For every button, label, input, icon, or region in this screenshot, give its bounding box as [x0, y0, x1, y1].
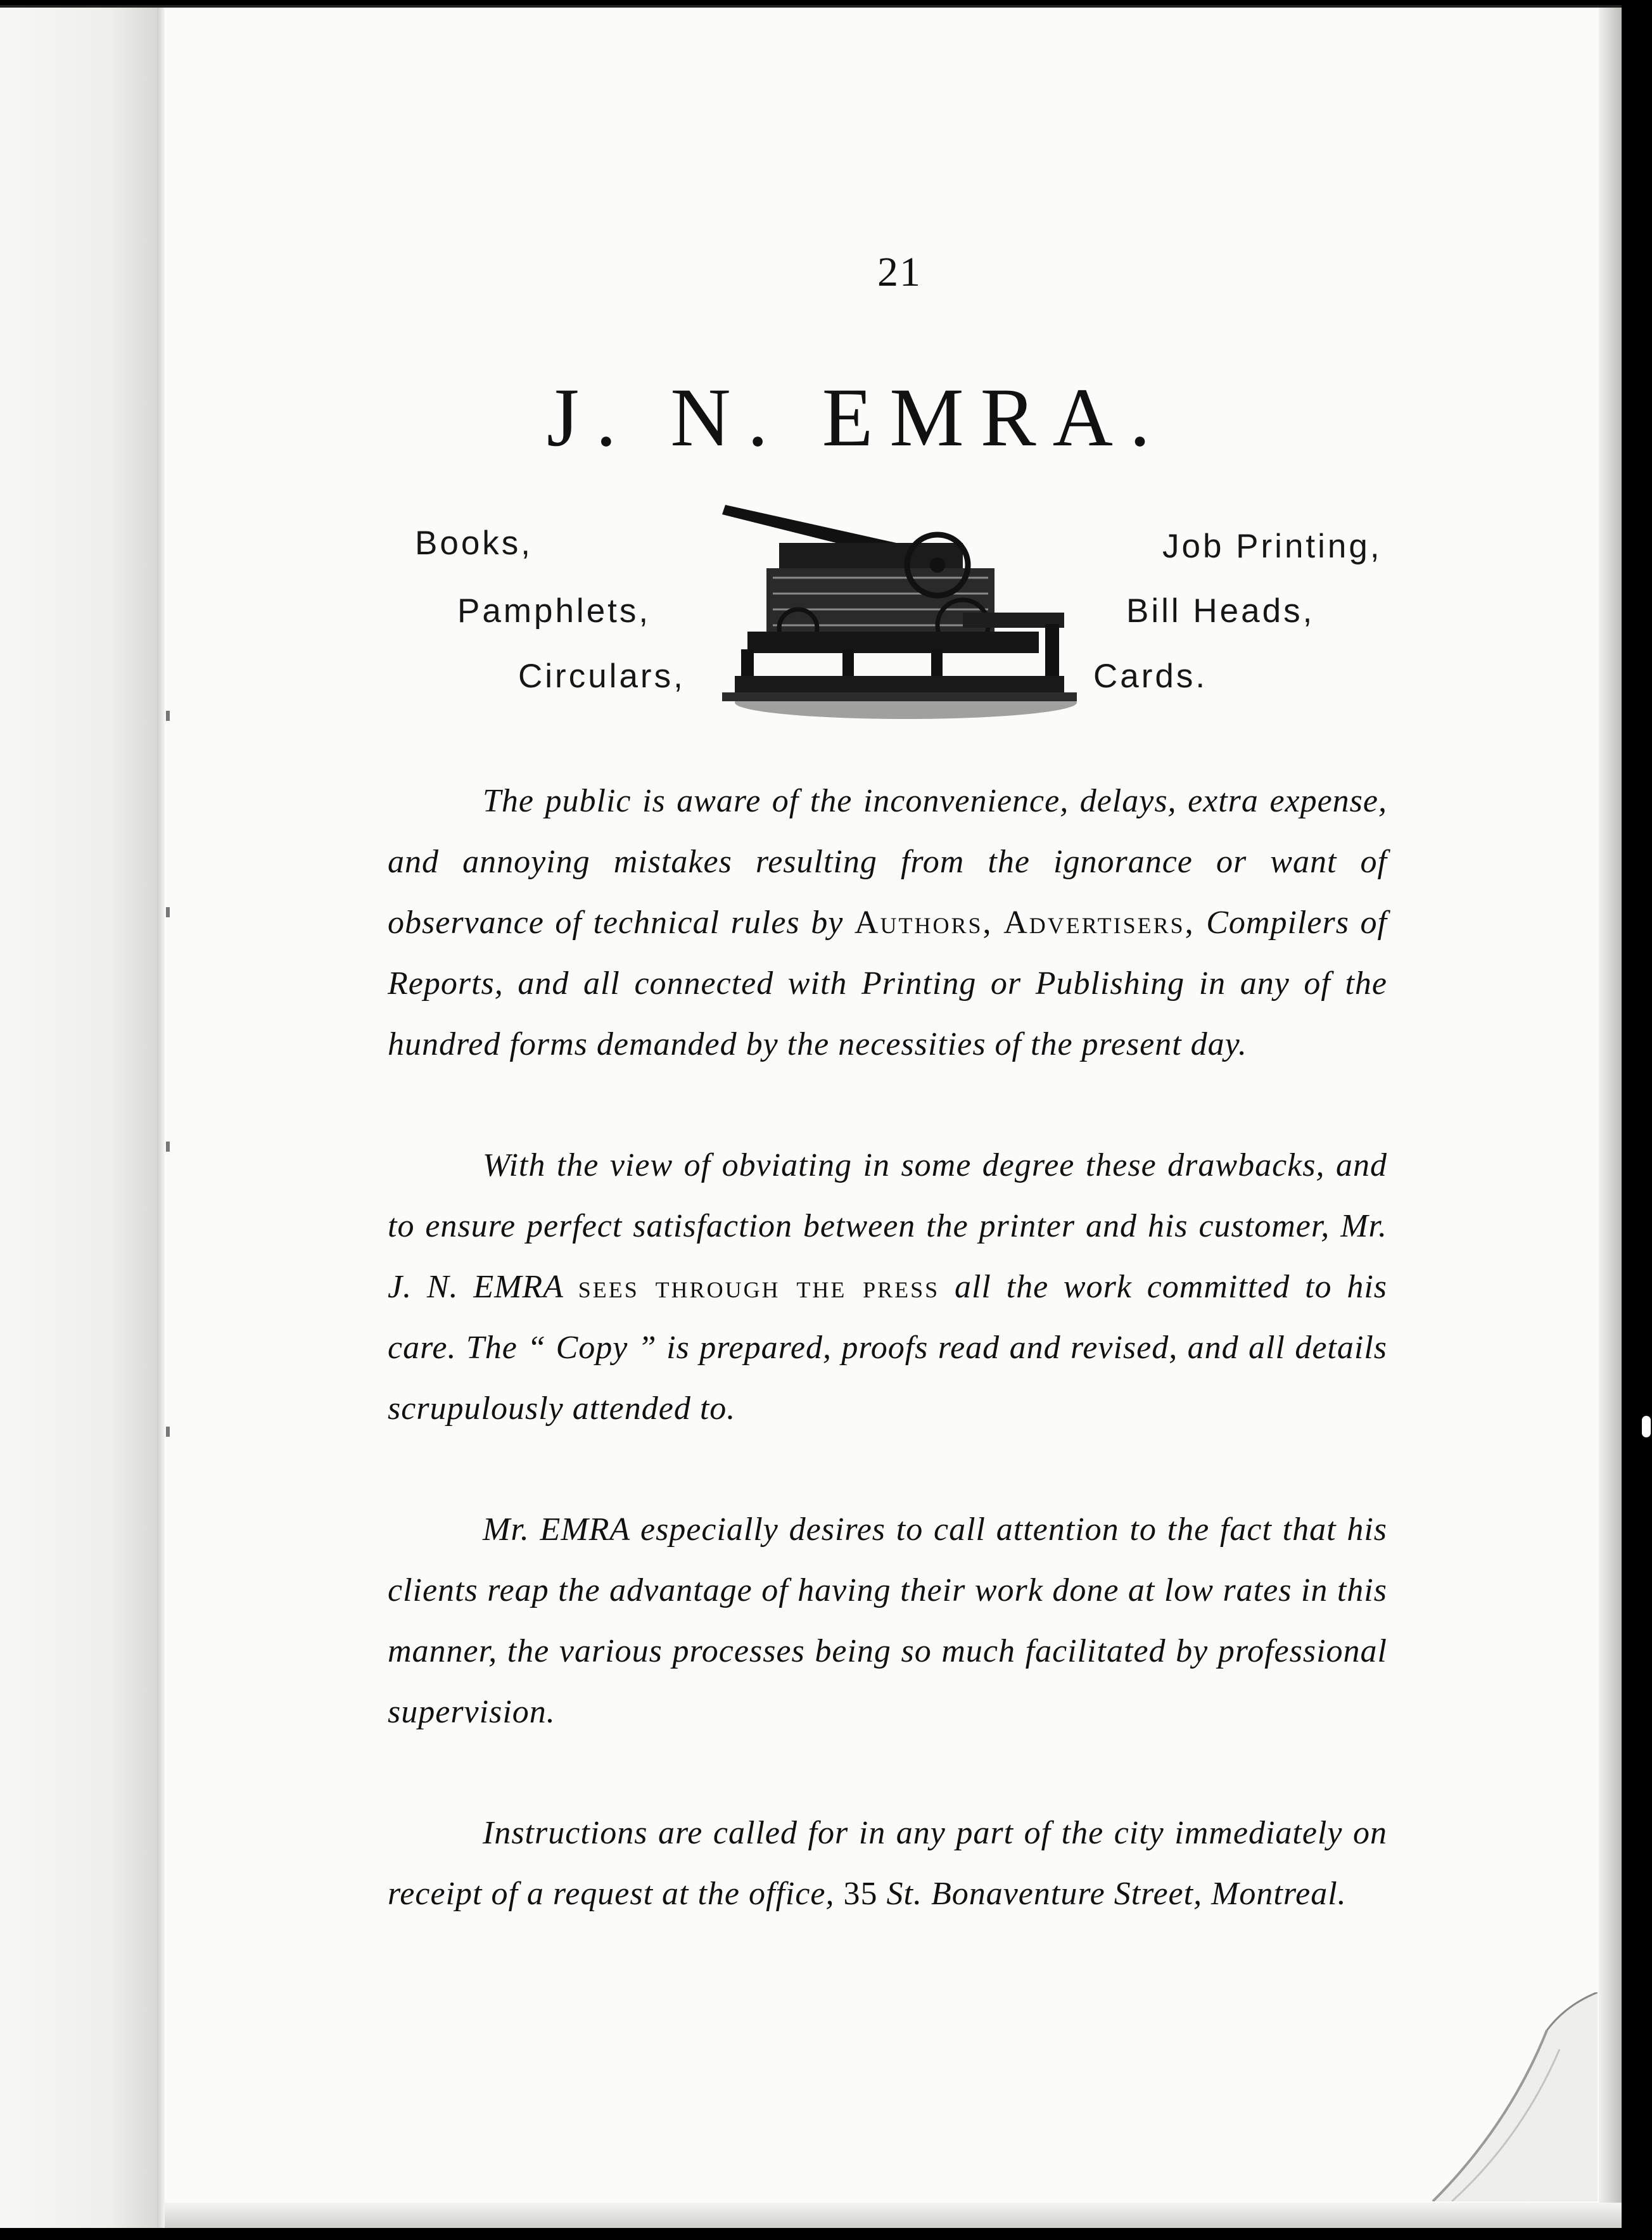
service-cards: Cards. — [1093, 658, 1208, 695]
printing-press-icon — [722, 505, 1077, 723]
page-title: J. N. EMRA. — [546, 371, 1167, 464]
service-circulars: Circulars, — [518, 658, 685, 695]
page-edge — [157, 8, 165, 2228]
page-corner-curl — [1407, 1992, 1598, 2201]
gutter-mark — [166, 1142, 170, 1152]
service-job-printing: Job Printing, — [1162, 528, 1382, 565]
gutter-mark — [166, 711, 170, 721]
right-page-rim — [1599, 8, 1622, 2228]
page-number: 21 — [877, 249, 922, 295]
paragraph-3: Mr. EMRA especially desires to call attention to the fact that his clients reap the advantage of having their work done at low rates in this manner, the various processes being so much facilitated by professional supervision. — [388, 1511, 1387, 1730]
service-bill-heads: Bill Heads, — [1126, 592, 1315, 630]
paragraph-4: Instructions are called for in any part of the city immediately on receipt of a request at the office, 35 St. Bonaventure Street, Montreal. — [388, 1815, 1387, 1912]
service-books: Books, — [415, 525, 533, 562]
gutter-mark — [166, 907, 170, 917]
paragraph-1: The public is aware of the inconvenience, delays, extra expense, and annoying mistakes resulting from the ignorance or want of observance of technical rules by Authors, Advertisers, Compilers of Reports, and all connected with Printing or Publishing in any of the hundred forms demanded by the necessities of the present day. — [388, 783, 1387, 1062]
body-text — [388, 771, 1387, 1985]
paragraph-2: With the view of obviating in some degree these drawbacks, and to ensure perfect satisfaction between the printer and his customer, Mr. J. N. EMRA sees through the press all the work committed to his care. The “ Copy ” is prepared, proofs read and revised, and all details scrupulously attended to. — [388, 1147, 1387, 1427]
document-page — [0, 5, 1622, 2228]
bottom-page-rim — [165, 2203, 1622, 2228]
gutter-mark — [166, 1427, 170, 1437]
binding-gutter — [0, 8, 157, 2228]
service-pamphlets: Pamphlets, — [457, 592, 651, 630]
scan-artifact — [1642, 1416, 1651, 1437]
